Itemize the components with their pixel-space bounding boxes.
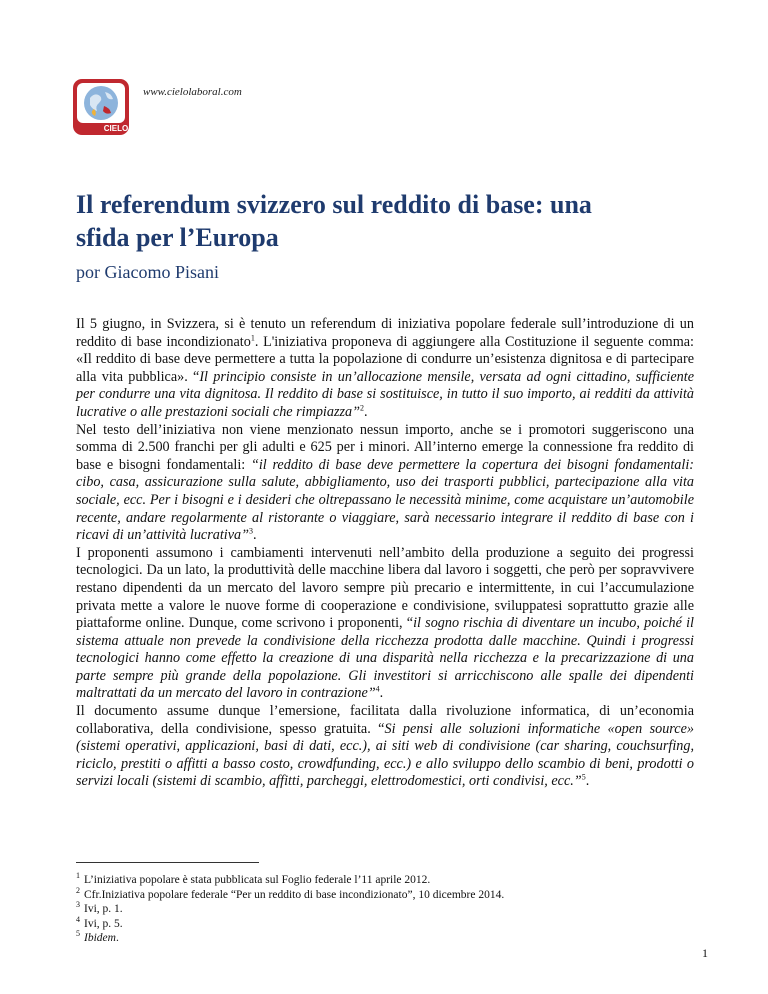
article-title	[76, 188, 716, 254]
footnote-ref[interactable]: 5	[581, 772, 586, 782]
text-run: . L'iniziativa proponeva di aggiungere alla Costituzione il seguente comma: «Il reddito di base deve permettere a tutta la popolazione di condurre un’esistenza dignitosa e di partecipare alla vita pubblica». “	[76, 333, 694, 385]
article-body	[76, 316, 694, 791]
text-run: .	[364, 403, 368, 420]
byline: por Giacomo Pisani	[76, 262, 219, 282]
logo-text: CIELO	[103, 124, 129, 133]
footnote-suffix: .	[115, 932, 119, 944]
text-run: .	[585, 773, 590, 790]
text-run: I proponenti assumono i cambiamenti intervenuti nell’ambito della produzione a seguito dei progressi tecnologici. Da un lato, la produttività delle macchine libera dal lavoro i soggetti, che però per sopravvivere restano dipendenti da un mercato del lavoro sempre più precario e intermittente, in cui l’accumulazione privata mette a valore le nuove forme di cooperazione e condivisione, sviluppatesi soprattutto grazie alle piattaforme online. Dunque, come scrivono i proponenti, “	[76, 544, 694, 632]
text-run: Nel testo dell’iniziativa non viene menzionato nessun importo, anche se i promotori suggeriscono una somma di 2.500 franchi per gli adulti e 625 per i minori. All’interno emerge la connessione fra reddito di base e bisogni fondamentali:	[76, 421, 694, 473]
footnote-text: Ivi, p. 5.	[84, 917, 123, 930]
footnotes	[76, 873, 694, 946]
footnote-ref[interactable]: 3	[249, 526, 253, 536]
paragraph-4	[76, 703, 694, 791]
paragraph-2	[76, 422, 694, 545]
footnote-ref[interactable]: 1	[250, 332, 255, 342]
footnote-ref[interactable]: 4	[375, 684, 380, 694]
footnote-item: 4 Ivi, p. 5.	[76, 914, 123, 930]
title-line-2: sfida per l’Europa	[76, 223, 279, 252]
text-run: Il documento assume dunque l’emersione, facilitata dalla rivoluzione informatica, di un’economia collaborativa, della condivisione, spesso gratuita. “	[76, 703, 694, 737]
text-run: .	[379, 685, 384, 702]
quoted-text: il sogno rischia di diventare un incubo, poiché il sistema attuale non prevede la condivisione della ricchezza prodotta dalle macchine. Quindi i progressi tecnologici hanno come effetto la creazione di una disparità nella ricchezza e la precarizzazione di una parte sempre più grande della popolazione. Gli investitori si arricchiscono alle spalle dei dipendenti maltrattati da un mercato del lavoro in contrazione	[76, 615, 695, 702]
footnote-text: L’iniziativa popolare è stata pubblicata sul Foglio federale l’11 aprile 2012.	[84, 874, 431, 886]
quoted-text: Il principio consiste in un’allocazione mensile, versata ad ogni cittadino, sufficiente per condurre una vita dignitosa. Il reddito di base si sostituisce, in tutto il suo importo, ai redditi da attività lucrative o alle prestazioni sociali che rimpiazza	[76, 368, 695, 420]
page-number: 1	[702, 946, 708, 960]
footnote-item: 3 Ivi, p. 1.	[76, 900, 123, 915]
footnote-ref[interactable]: 2	[360, 403, 364, 413]
quoted-text: Si pensi alle soluzioni informatiche «open source» (sistemi operativi, applicazioni, basi di dati, ecc.), ai siti web di condivisione (car sharing, couchsurfing, riciclo, prestiti o affitti a basso costo, crowdfunding, ecc.) e allo sviluppo dello scambio di beni, prodotti o servizi locali (sistemi di scambio, affitti, parcheggi, elettrodomestici, orti condivisi, ecc.”	[76, 720, 694, 790]
footnote-separator	[76, 862, 259, 863]
footnote-item: 1 L’iniziativa popolare è stata pubblicata sul Foglio federale l’11 aprile 2012.	[76, 871, 431, 886]
text-run: .	[253, 527, 257, 544]
site-url[interactable]: www.cielolaboral.com	[143, 86, 242, 98]
paragraph-3	[76, 545, 694, 703]
footnote-text: Cfr.Iniziativa popolare federale “Per un reddito di base incondizionato”, 10 dicembre 2014.	[84, 888, 505, 901]
text-run: ”	[352, 403, 360, 420]
footnote-item: 5 Ibidem.	[76, 929, 119, 944]
paragraph-1	[76, 316, 694, 422]
title-line-1: Il referendum svizzero sul reddito di base: una	[76, 190, 592, 219]
text-run: Il 5 giugno, in Svizzera, si è tenuto un referendum di iniziativa popolare federale sull’introduzione di un reddito di base incondizionato	[76, 316, 694, 350]
cielo-logo-icon	[72, 78, 130, 136]
footnote-text: Ibidem	[84, 932, 116, 944]
footnote-text: Ivi, p. 1.	[84, 903, 123, 915]
footnote-item: 2 Cfr.Iniziativa popolare federale “Per un reddito di base incondizionato”, 10 dicembre 2014.	[76, 885, 505, 901]
quoted-text: “il reddito di base deve permettere la copertura dei bisogni fondamentali: cibo, casa, assicurazione sulla salute, abbigliamento, uso dei trasporti pubblici, partecipazione alla vita sociale, ecc. Per i bisogni e i desideri che oltrepassano le necessità minime, come acquistare un’automobile recente, andare regolarmente al ristorante o viaggiare, sarà necessario integrare il reddito di base con i ricavi di un’attività lucrativa”	[76, 456, 694, 544]
cielo-logo	[72, 78, 130, 136]
text-run: ”	[367, 685, 376, 702]
